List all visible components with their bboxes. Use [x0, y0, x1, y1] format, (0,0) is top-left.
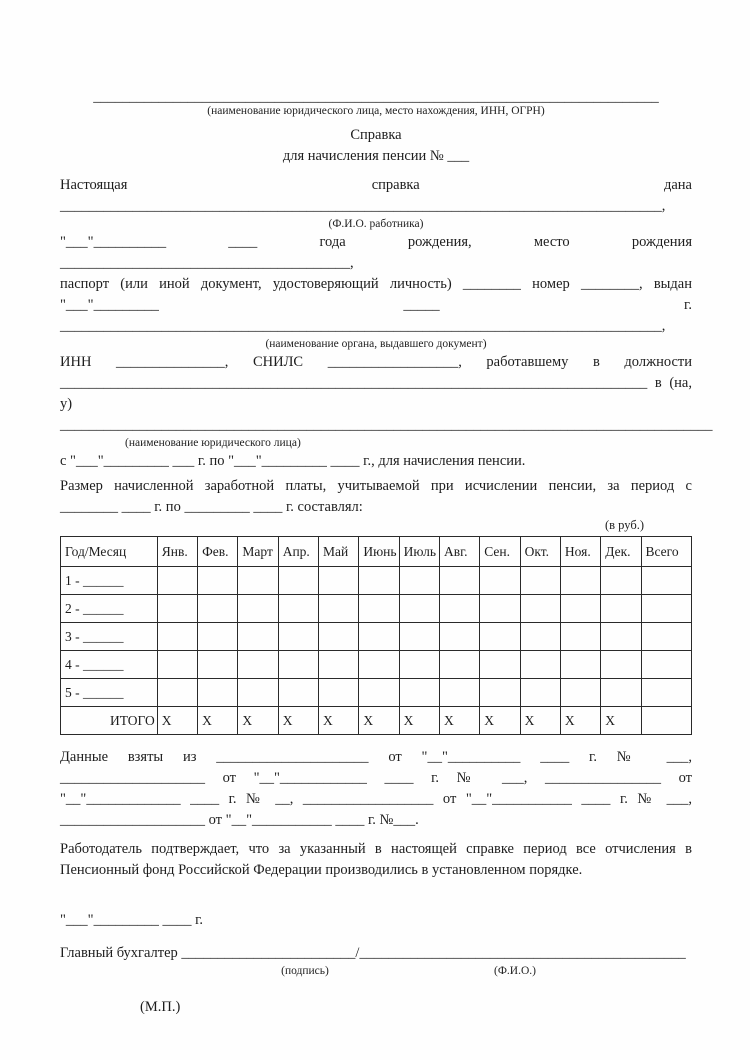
- total-x-cell: X: [560, 707, 600, 735]
- chief-accountant-signature-line: Главный бухгалтер ________________________/_____________________________________________: [60, 945, 686, 961]
- intro-issue-date-line: "___"_________ _____ г. ___________________________________________________________________________________,: [60, 297, 692, 334]
- salary-statement-line2: ________ ____ г. по _________ ____ г. составлял:: [60, 499, 363, 515]
- salary-statement-line1: Размер начисленной заработной платы, учитываемой при исчислении пенсии, за период с: [60, 478, 692, 494]
- col-header-may: Май: [319, 537, 359, 567]
- col-header-jun: Июнь: [359, 537, 399, 567]
- salary-table-header-row: [61, 537, 692, 567]
- col-header-mar: Март: [238, 537, 278, 567]
- intro-issued-to-line: Настоящая справка дана ___________________________________________________________________________________,: [60, 177, 692, 214]
- intro-inn-snils-line: ИНН _______________, СНИЛС __________________, работавшему в должности: [60, 354, 692, 370]
- org-name-blank-line: ______________________________________________________________________________: [93, 89, 659, 105]
- data-source-line3: "__"_____________ ____ г. № __, __________________ от "__"___________ ____ г. № ___,: [60, 791, 692, 807]
- col-header-year-month: Год/Месяц: [61, 537, 158, 567]
- intro-period-line: с "___"_________ ___ г. по "___"_________ ____ г., для начисления пенсии.: [60, 453, 526, 469]
- intro-passport-line: паспорт (или иной документ, удостоверяющий личность) ________ номер ________, выдан: [60, 276, 692, 292]
- col-header-aug: Авг.: [439, 537, 479, 567]
- col-header-nov: Ноя.: [560, 537, 600, 567]
- issuing-authority-caption: (наименование органа, выдавшего документ): [265, 338, 487, 350]
- table-row: [61, 651, 692, 679]
- intro-birth-line: "___"__________ ____ года рождения, место рождения ________________________________________,: [60, 234, 692, 271]
- total-x-cell: X: [480, 707, 520, 735]
- total-x-cell: X: [238, 707, 278, 735]
- currency-note: (в руб.): [604, 518, 644, 532]
- document-subtitle: для начисления пенсии № ___: [282, 148, 470, 164]
- employer-confirmation-line2: Пенсионный фонд Российской Федерации производились в установленном порядке.: [60, 862, 583, 878]
- table-row: [61, 595, 692, 623]
- total-x-cell: X: [399, 707, 439, 735]
- year-row-label: 1 - ______: [61, 567, 158, 595]
- table-row: [61, 567, 692, 595]
- employee-fio-caption: (Ф.И.О. работника): [328, 218, 424, 230]
- total-empty-cell: [641, 707, 691, 735]
- total-row-label: ИТОГО: [61, 707, 158, 735]
- stamp-place-mark: (М.П.): [140, 999, 181, 1015]
- col-header-jul: Июль: [399, 537, 439, 567]
- salary-table: [60, 536, 692, 735]
- total-x-cell: X: [359, 707, 399, 735]
- signature-fio-caption: (Ф.И.О.): [494, 965, 536, 977]
- year-row-label: 2 - ______: [61, 595, 158, 623]
- employer-confirmation-line1: Работодатель подтверждает, что за указанный в настоящей справке период все отчисления в: [60, 841, 692, 857]
- col-header-dec: Дек.: [601, 537, 641, 567]
- year-row-label: 3 - ______: [61, 623, 158, 651]
- total-x-cell: X: [157, 707, 197, 735]
- table-row: [61, 679, 692, 707]
- col-header-apr: Апр.: [278, 537, 318, 567]
- signing-date-line: "___"_________ ____ г.: [60, 912, 204, 928]
- year-row-label: 5 - ______: [61, 679, 158, 707]
- total-x-cell: X: [278, 707, 318, 735]
- intro-position-line: _________________________________________________________________________________ в (на, у): [60, 375, 692, 412]
- signature-caption: (подпись): [281, 965, 329, 977]
- total-x-cell: X: [198, 707, 238, 735]
- table-total-row: [61, 707, 692, 735]
- data-source-line1: Данные взяты из _____________________ от "__"__________ ____ г. № ___,: [60, 749, 692, 765]
- legal-entity-caption: (наименование юридического лица): [125, 437, 301, 449]
- total-x-cell: X: [520, 707, 560, 735]
- col-header-sep: Сен.: [480, 537, 520, 567]
- col-header-oct: Окт.: [520, 537, 560, 567]
- data-source-line4: ____________________ от "__"___________ ____ г. №___.: [60, 812, 419, 828]
- document-title: Справка: [350, 127, 402, 143]
- total-x-cell: X: [439, 707, 479, 735]
- col-header-total: Всего: [641, 537, 691, 567]
- total-x-cell: X: [601, 707, 641, 735]
- year-row-label: 4 - ______: [61, 651, 158, 679]
- total-x-cell: X: [319, 707, 359, 735]
- data-source-line2: ____________________ от "__"____________ ____ г. № ___, ________________ от: [60, 770, 692, 786]
- intro-org-blank-line: __________________________________________________________________________________________: [60, 417, 713, 433]
- col-header-jan: Янв.: [157, 537, 197, 567]
- col-header-feb: Фев.: [198, 537, 238, 567]
- table-row: [61, 623, 692, 651]
- org-name-caption: (наименование юридического лица, место нахождения, ИНН, ОГРН): [207, 105, 545, 117]
